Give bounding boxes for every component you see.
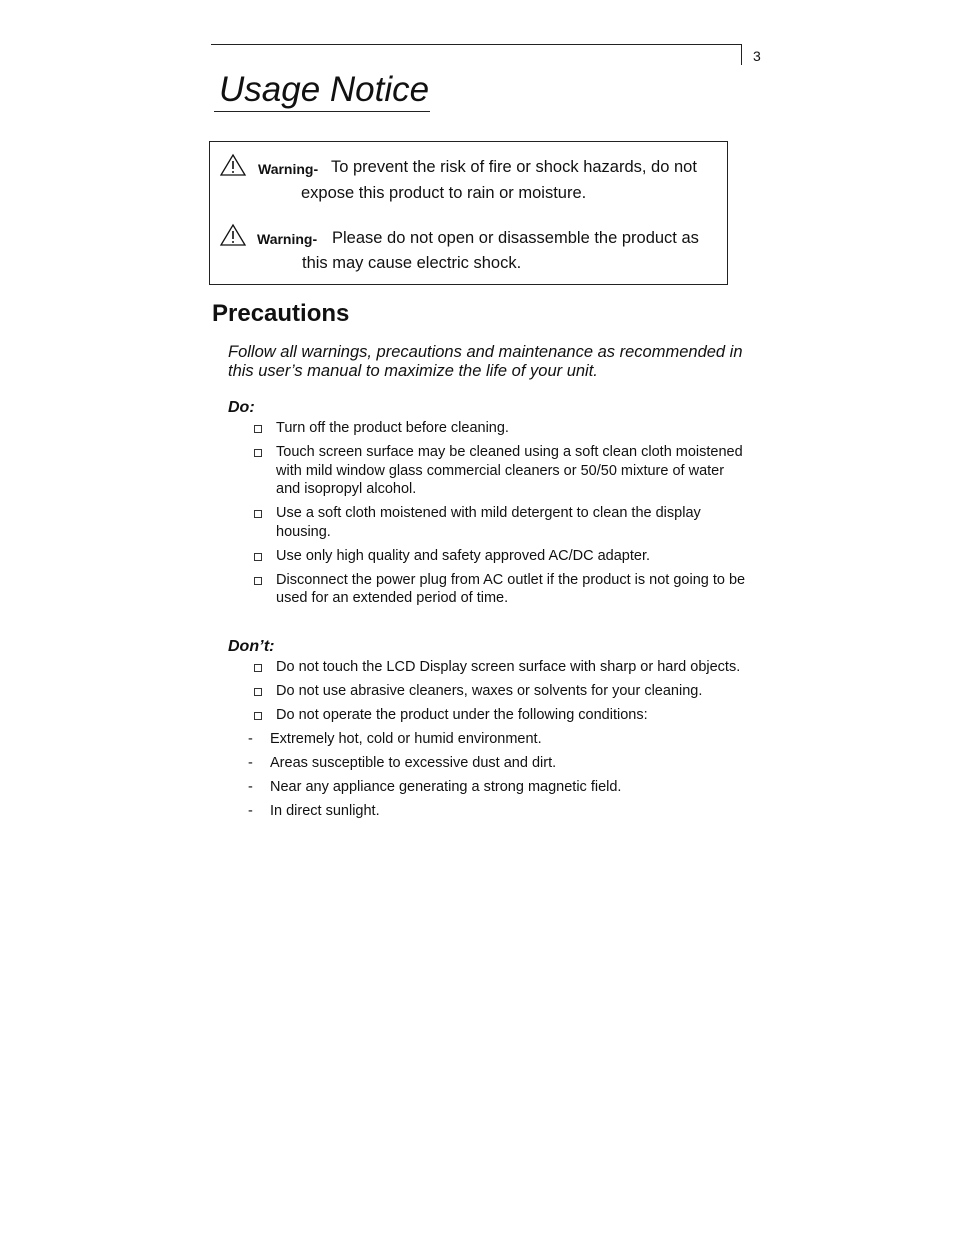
checkbox-bullet-icon (254, 425, 262, 433)
warning-text-line: expose this product to rain or moisture. (301, 184, 587, 202)
warning-box (209, 141, 728, 285)
dont-heading: Don’t: (228, 638, 275, 655)
condition-item: - Areas susceptible to excessive dust and dirt. (248, 755, 557, 771)
warning-text-line: Please do not open or disassemble the product as (332, 229, 699, 247)
precautions-intro: Follow all warnings, precautions and maintenance as recommended in this user’s manual to maximize the life of your unit. (228, 343, 743, 380)
page-title: Usage Notice (219, 70, 430, 109)
condition-item: - In direct sunlight. (248, 803, 380, 819)
header-rule (211, 44, 741, 45)
warning-text-line: this may cause electric shock. (302, 254, 522, 272)
dash-bullet: - (248, 779, 253, 795)
list-item: Use a soft cloth moistened with mild detergent to clean the display housing. (252, 504, 752, 541)
page-number: 3 (753, 48, 761, 64)
warning-label: Warning- (257, 231, 318, 247)
dash-bullet: - (248, 731, 253, 747)
dash-bullet: - (248, 755, 253, 771)
list-item: Do not touch the LCD Display screen surface with sharp or hard objects. (252, 658, 752, 677)
list-item: Disconnect the power plug from AC outlet if the product is not going to be used for an extended period of time. (252, 571, 752, 608)
list-item: Use only high quality and safety approved AC/DC adapter. (252, 547, 752, 566)
warning-text-line: To prevent the risk of fire or shock hazards, do not (331, 158, 697, 176)
list-item: Do not use abrasive cleaners, waxes or solvents for your cleaning. (252, 682, 752, 701)
checkbox-bullet-icon (254, 510, 262, 518)
header-tick (741, 44, 742, 65)
checkbox-bullet-icon (254, 553, 262, 561)
checkbox-bullet-icon (254, 712, 262, 720)
list-item: Touch screen surface may be cleaned using a soft clean cloth moistened with mild window glass commercial cleaners or 50/50 mixture of water and isopropyl alcohol. (252, 443, 752, 499)
warning-label: Warning- (258, 161, 319, 177)
dash-bullet: - (248, 803, 253, 819)
checkbox-bullet-icon (254, 449, 262, 457)
precautions-heading: Precautions (212, 300, 350, 327)
do-heading: Do: (228, 399, 255, 416)
warning-triangle-icon (219, 153, 247, 177)
warning-triangle-icon (219, 223, 247, 247)
dont-list (248, 658, 752, 826)
list-item: Turn off the product before cleaning. (252, 419, 752, 438)
do-list (252, 419, 752, 613)
title-underline (214, 111, 430, 112)
checkbox-bullet-icon (254, 688, 262, 696)
checkbox-bullet-icon (254, 664, 262, 672)
checkbox-bullet-icon (254, 577, 262, 585)
list-item: Do not operate the product under the following conditions: (252, 706, 752, 725)
condition-item: - Extremely hot, cold or humid environment. (248, 731, 542, 747)
condition-item: - Near any appliance generating a strong magnetic field. (248, 779, 622, 795)
